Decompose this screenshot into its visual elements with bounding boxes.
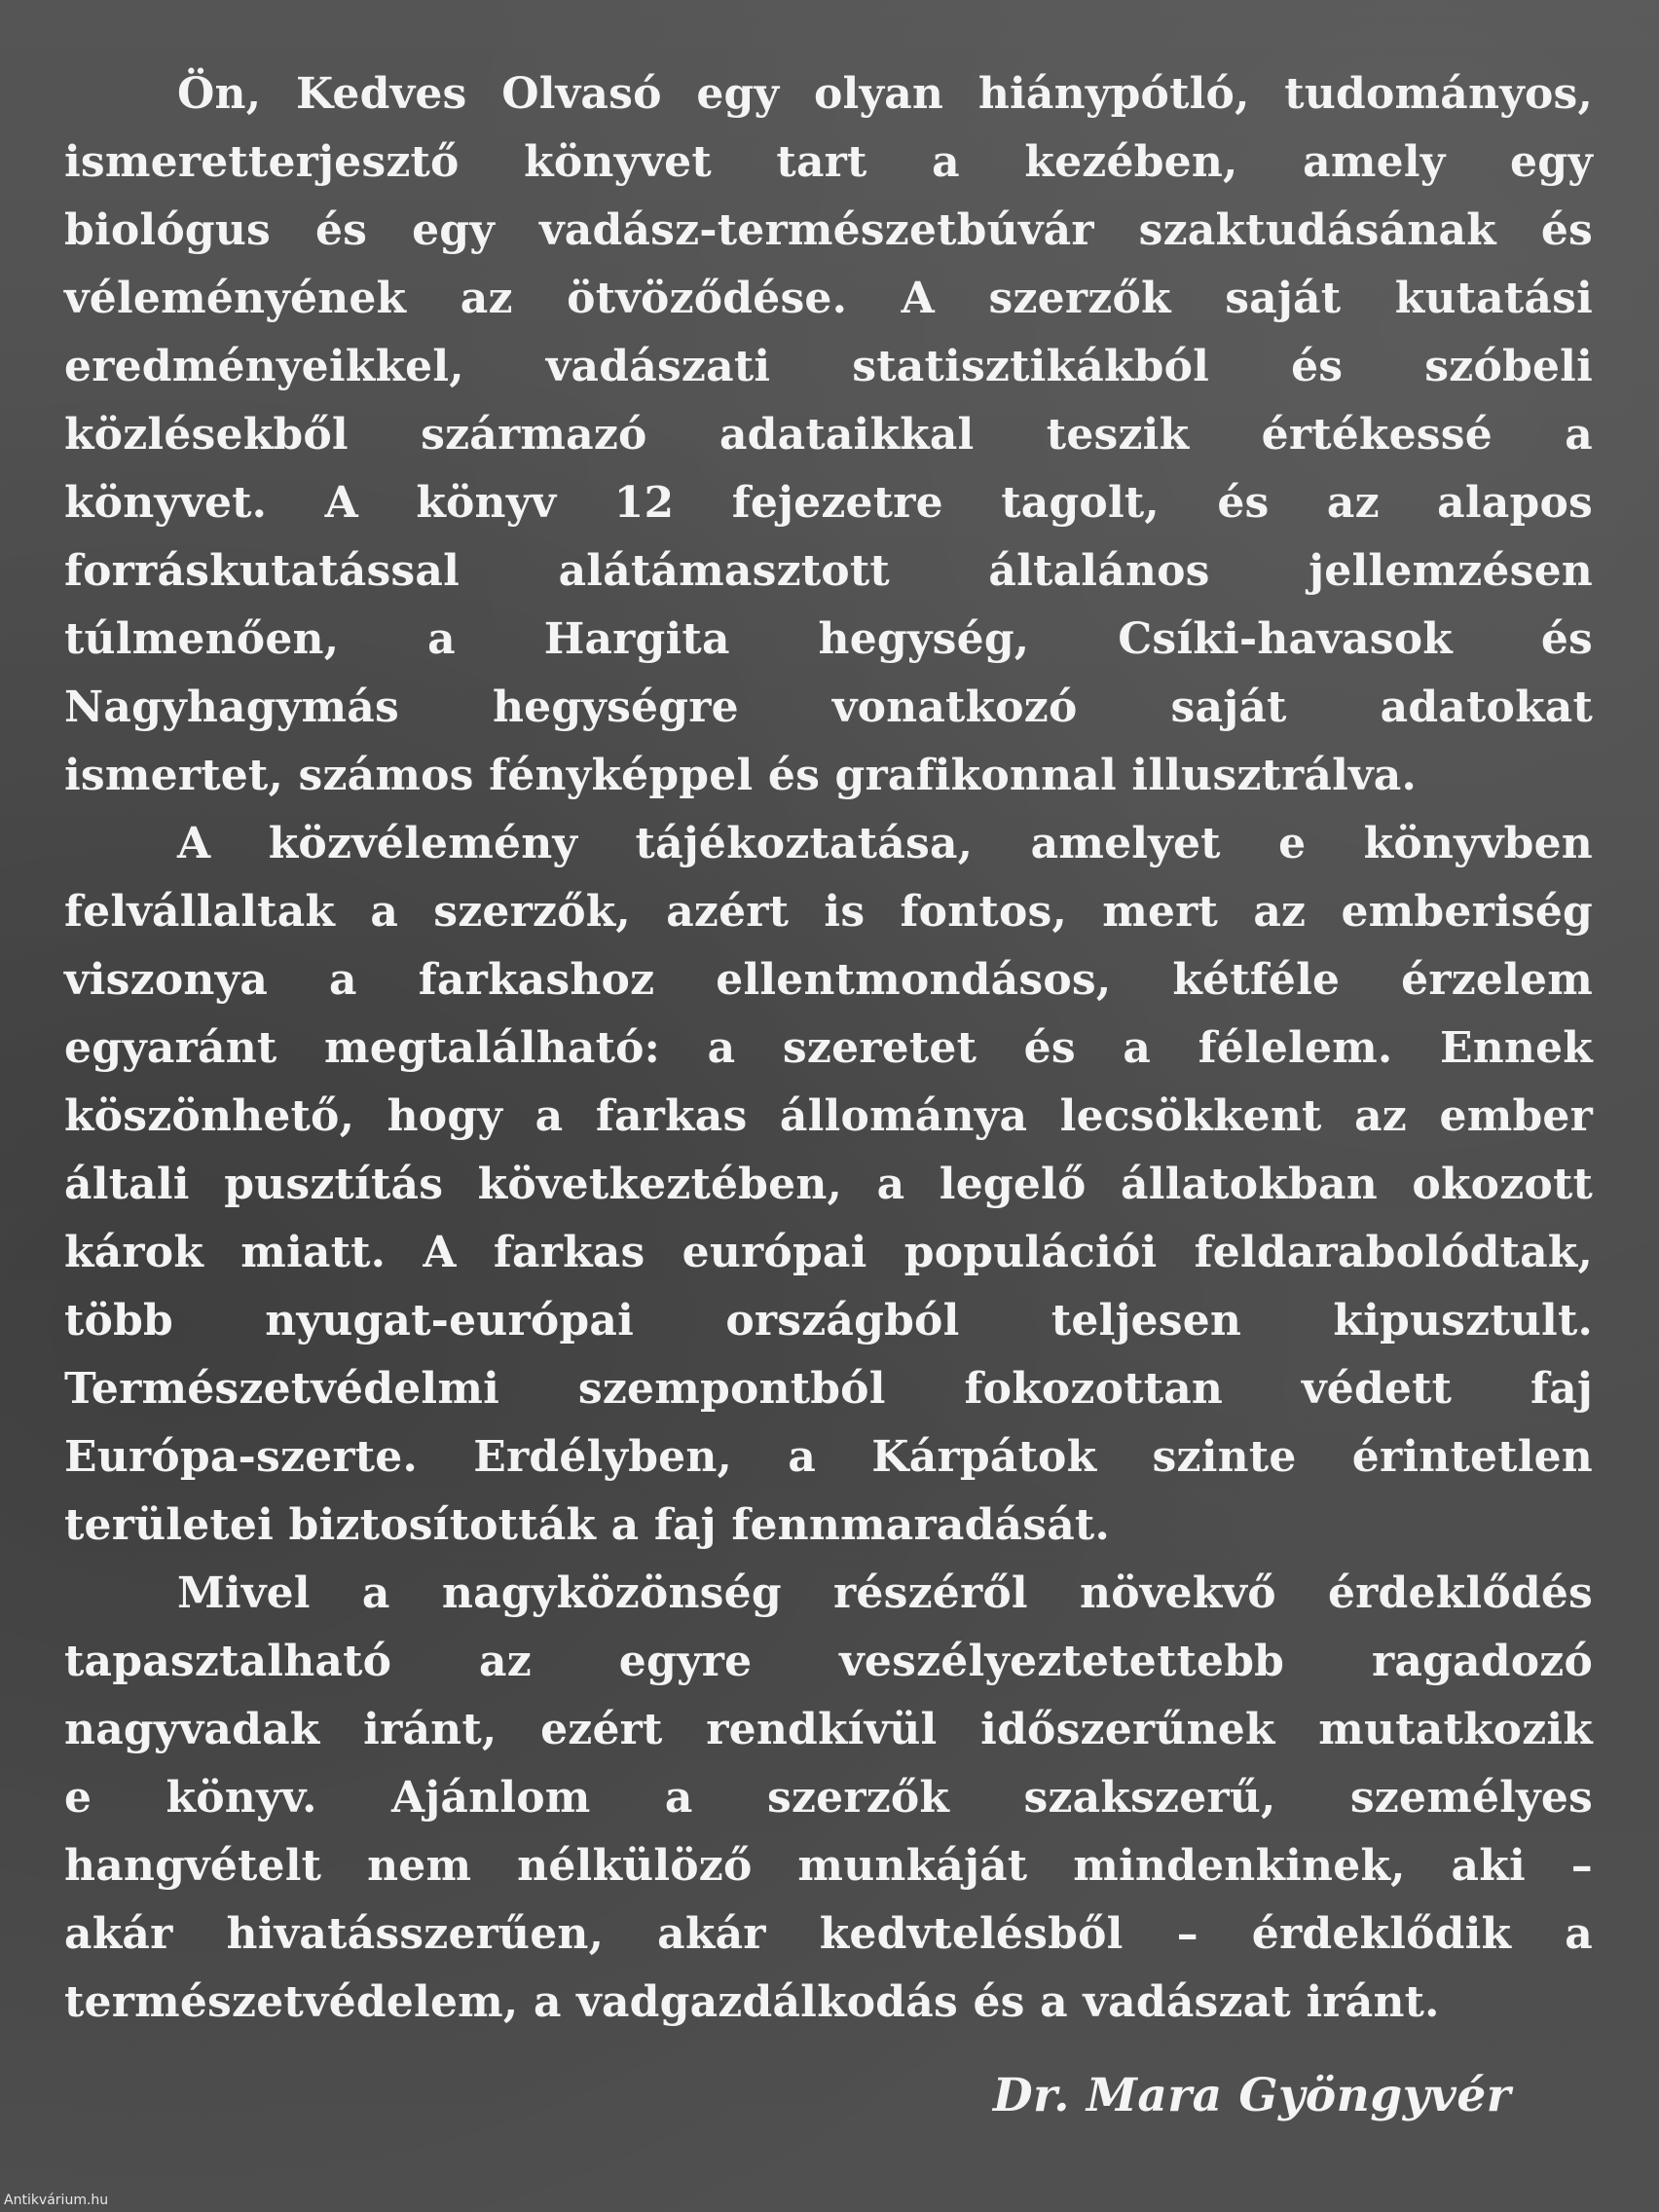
text-line: Európa-szerte. Erdélyben, a Kárpátok szinte érintetlen [64,1432,1593,1482]
text-line: viszonya a farkashoz ellentmondásos, kétféle érzelem [64,955,1593,1005]
text-line: túlmenően, a Hargita hegység, Csíki-havasok és [64,614,1593,664]
text-line: károk miatt. A farkas európai populációi feldarabolódtak, [64,1228,1593,1277]
paragraph-1 [64,60,1593,810]
text-line: eredményeikkel, vadászati statisztikákból és szóbeli [64,342,1593,391]
text-line: nagyvadak iránt, ezért rendkívül időszerűnek mutatkozik [64,1705,1593,1754]
text-line: könyvet. A könyv 12 fejezetre tagolt, és az alapos [64,478,1593,528]
text-line: több nyugat-európai országból teljesen kipusztult. [64,1296,1593,1346]
text-line: hangvételt nem nélkülöző munkáját mindenkinek, aki – [64,1841,1593,1891]
text-line: természetvédelem, a vadgazdálkodás és a vadászat iránt. [64,1977,1440,2027]
text-line: akár hivatásszerűen, akár kedvtelésből – érdeklődik a [64,1909,1593,1959]
text-line: Nagyhagymás hegységre vonatkozó saját adatokat [64,682,1593,732]
text-line: felvállaltak a szerzők, azért is fontos, mert az emberiség [64,887,1593,937]
text-line: ismeretterjesztő könyvet tart a kezében, amely egy [64,137,1593,187]
author-signature: Dr. Mara Gyöngyvér [992,2069,1511,2122]
text-line: e könyv. Ajánlom a szerzők szakszerű, személyes [64,1773,1593,1823]
text-line: tapasztalható az egyre veszélyeztetettebb ragadozó [64,1637,1593,1686]
text-line: területei biztosították a faj fennmaradását. [64,1500,1110,1550]
text-line: A közvélemény tájékoztatása, amelyet e könyvben [177,819,1593,868]
text-line: Természetvédelmi szempontból fokozottan védett faj [64,1364,1593,1414]
text-line: Ön, Kedves Olvasó egy olyan hiánypótló, tudományos, [177,69,1593,119]
paragraph-3 [64,1560,1593,2037]
text-line: köszönhető, hogy a farkas állománya lecsökkent az ember [64,1091,1593,1141]
watermark: Antikvárium.hu [4,2193,109,2208]
text-line: forráskutatással alátámasztott általános jellemzésen [64,546,1593,596]
text-line: Mivel a nagyközönség részéről növekvő érdeklődés [177,1568,1593,1618]
text-line: közlésekből származó adataikkal teszik értékessé a [64,410,1593,460]
text-line: biológus és egy vadász-természetbúvár szaktudásának és [64,205,1593,255]
text-line: ismertet, számos fényképpel és grafikonnal illusztrálva. [64,751,1418,800]
text-line: egyaránt megtalálható: a szeretet és a félelem. Ennek [64,1023,1593,1073]
text-line: általi pusztítás következtében, a legelő állatokban okozott [64,1160,1593,1209]
text-line: véleményének az ötvöződése. A szerzők saját kutatási [64,274,1593,323]
cover-text [64,60,1593,2037]
paragraph-2 [64,810,1593,1560]
